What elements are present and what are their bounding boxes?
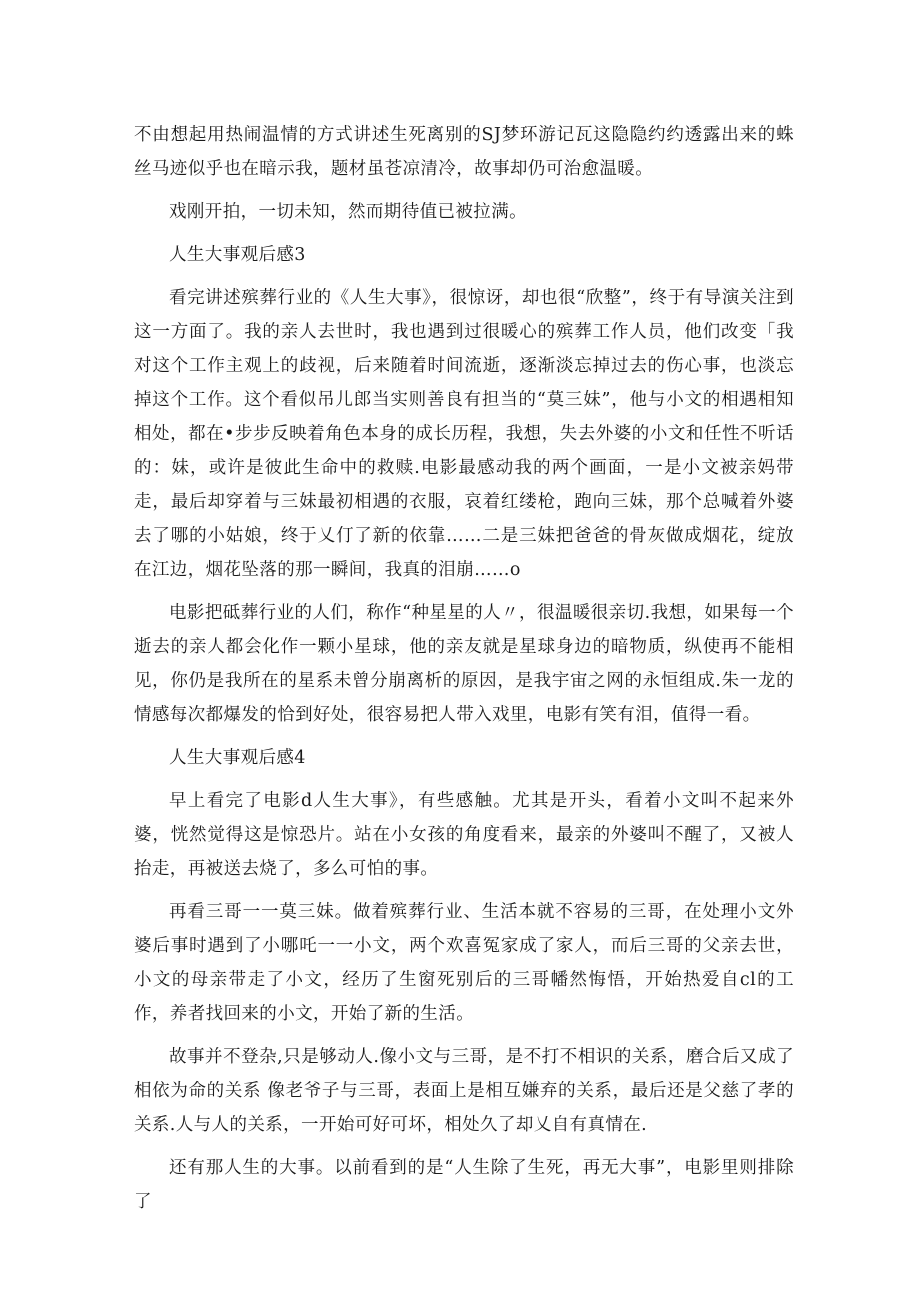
- body-paragraph: 戏刚开拍，一切未知，然而期待值已被拉满。: [169, 202, 527, 222]
- continuation-paragraph: 不由想起用热闹温情的方式讲述生死离别的SJ梦环游记瓦这隐隐约约透露出来的蛛丝马迹似乎也在暗示我，题材虽苍凉清冷，故事却仍可治愈温暖。: [134, 125, 794, 179]
- body-paragraph: 早上看完了电影d人生大事》，有些感触。尤其是开头，看着小文叫不起来外婆，恍然觉得这是惊恐片。站在小女孩的角度看来，最亲的外婆叫不醒了，又被人抬走，再被送去烧了，多么可怕的事。: [134, 791, 794, 879]
- section-heading: 人生大事观后感4: [169, 748, 306, 768]
- body-paragraph: 故事并不登杂,只是够动人.像小文与三哥，是不打不相识的关系，磨合后又成了相依为命的关系 像老爷子与三哥，表面上是相互嫌弃的关系，最后还是父慈了孝的关系.人与人的关系，一开始可好可坏，相处久了却乂自有真情在.: [134, 1047, 794, 1135]
- body-paragraph: 再看三哥一一莫三妹。做着殡葬行业、生活本就不容易的三哥，在处理小文外婆后事时遇到了小哪吒一一小文，两个欢喜冤家成了家人，而后三哥的父亲去世，小文的母亲带走了小文，经历了生窗死别后的三哥幡然悔悟，开始热爱自cl的工作，养者找回来的小文，开始了新的生活。: [134, 902, 794, 1024]
- document-body: [134, 118, 794, 1228]
- body-paragraph: 电影把砥葬行业的人们，称作“种星星的人〃，很温暖很亲切.我想，如果每一个逝去的亲人都会化作一颗小星球，他的亲友就是星球身边的暗物质，纵使再不能相见，你仍是我所在的星系未曾分崩离析的原因，是我宇宙之网的永恒组成.朱一龙的情感每次都爆发的恰到好处，很容易把人带入戏里，电影有笑有泪，值得一看。: [134, 603, 794, 725]
- body-paragraph: 还有那人生的大事。以前看到的是“人生除了生死，再无大事”，电影里则排除了: [134, 1158, 794, 1212]
- body-paragraph: 看完讲述殡葬行业的《人生大事》，很惊讶，却也很“欣整”，终于有导演关注到这一方面了。我的亲人去世时，我也遇到过很暖心的殡葬工作人员，他们改变「我对这个工作主观上的歧视，后来随着时间流逝，逐渐淡忘掉过去的伤心事，也淡忘掉这个工作。这个看似吊儿郎当实则善良有担当的“莫三妹”，他与小文的相遇相知相处，都在•步步反映着角色本身的成长历程，我想，失去外婆的小文和任性不听话的：妹，或许是彼此生命中的救赎.电影最感动我的两个画面，一是小文被亲妈带走，最后却穿着与三妹最初相遇的衣服，哀着红缕枪，跑向三妹，那个总喊着外婆去了哪的小姑娘，终于乂仃了新的依靠……二是三妹把爸爸的骨灰做成烟花，绽放在江边，烟花坠落的那一瞬间，我真的泪崩……o: [134, 288, 794, 580]
- section-heading: 人生大事观后感3: [169, 245, 306, 265]
